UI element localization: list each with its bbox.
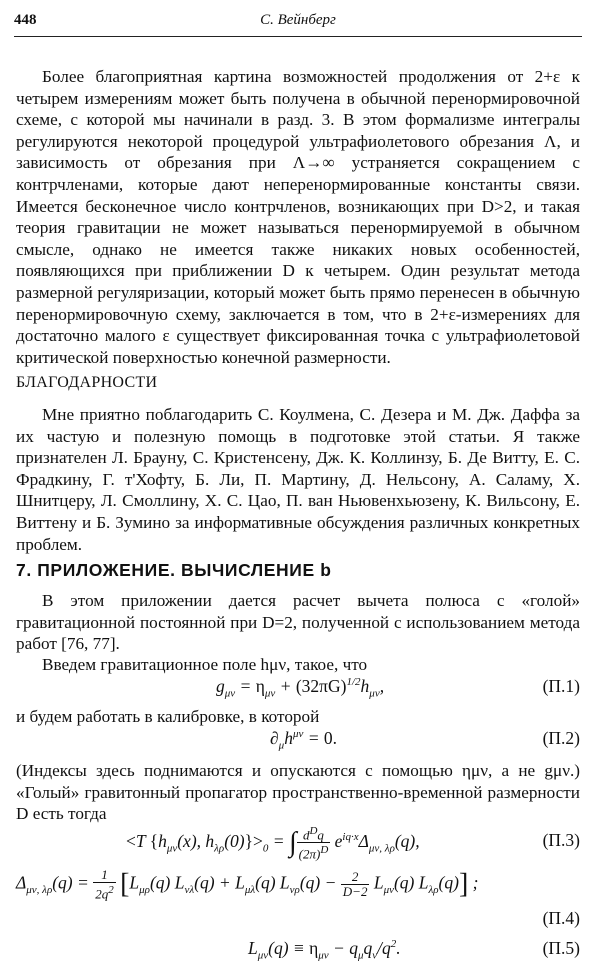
equation-p2-label: (П.2) [542, 728, 580, 748]
equation-p4-label-row [16, 908, 580, 938]
equation-p5-label: (П.5) [542, 938, 580, 958]
header-rule [14, 36, 582, 37]
propagator-paragraph: (Индексы здесь поднимаются и опускаются с помощью ημν, а не gμν.) «Голый» гравитонный пропагатор пространственно-временной размерности D есть тогда [16, 761, 580, 824]
equation-p4-label: (П.4) [542, 908, 580, 928]
page-number: 448 [14, 12, 37, 28]
gauge-paragraph: и будем работать в калибровке, в которой [16, 707, 320, 726]
equation-p2-body: $\partial_\mu h^{\mu\nu} = 0$. [270, 728, 338, 752]
equation-p5-body: $L_{\mu\nu}(q) \equiv \eta_{\mu\nu} - q_\mu q_\nu/q^2$. [248, 938, 401, 962]
equation-p1-label: (П.1) [542, 676, 580, 696]
section-heading: 7. ПРИЛОЖЕНИЕ. ВЫЧИСЛЕНИЕ b [16, 560, 332, 580]
appendix-intro-paragraph: В этом приложении дается расчет вычета полюса с «голой» гравитационной постоянной при D=2, полученной с использованием метода работ [76, 77]. [16, 591, 580, 654]
equation-p4-body: $\Delta_{\mu\nu, \lambda\rho}(q)$ = $\frac{1}{2q^2}$ [$L_{\mu\rho}(q) L_{\nu\lambda}(q) + L_{\mu\lambda}(q) L_{\nu\rho}(q)$ − $\frac{2}{D-2}$ $L_{\mu\nu}(q)$ $L_{\lambda\rho}(q)$] ; [16, 867, 479, 902]
paragraph-continuation: Более благоприятная картина возможностей продолжения от 2+ε к четырем измерениям может быть получена в обычной перенормировочной схеме, с которой мы начинали в разд. 3. В этом формализме интегралы регулируются некоторой процедурой ультрафиолетового обрезания Λ, и зависимость от обрезания при Λ→∞ устраняется сокращением с контрчленами, которые дают неперенормированные константы связи. Имеется бесконечное число контрчленов, возникающих при D>2, и такая теория гравитации не может называться перенормируемой в обычном смысле, однако не имеется также никаких новых особенностей, появляющихся при приближении D к четырем. Один результат метода размерной регуляризации, который может быть прямо перенесен в обычную перенормировочную схему, заключается в том, что в 2+ε-измерениях для достаточно малого ε существует фиксированная точка с ультрафиолетовой критической поверхностью конечной размерности. [16, 67, 580, 367]
equation-p1 [16, 676, 580, 706]
equation-p3 [16, 822, 580, 862]
running-header [14, 12, 582, 34]
equation-p5 [16, 938, 580, 968]
running-title: С. Вейнберг [260, 12, 336, 28]
field-definition-paragraph: Введем гравитационное поле hμν, такое, что [42, 655, 368, 674]
equation-p1-body: $g_{\mu\nu} = \eta_{\mu\nu} + (32\pi G)^{1/2}h_{\mu\nu}$, [216, 676, 385, 700]
acknowledgments-text: Мне приятно поблагодарить С. Коулмена, С. Дезера и М. Дж. Даффа за их частую и полезную помощь в подготовке этой статьи. Я также признателен Л. Брауну, С. Кристенсену, Дж. К. Коллинзу, Б. Де Витту, Е. С. Фрадкину, Г. т'Хофту, Б. Ли, П. Мартину, Д. Нельсону, А. Саламу, Х. Шнитцеру, Л. Смоллину, Х. С. Цао, П. ван Ньювенхьюзену, К. Вильсону, Е. Виттену и Б. Зумино за информативные обсуждения различных конкретных проблем. [16, 405, 580, 554]
equation-p3-body: <T {$h_{\mu\nu}(x)$, $h_{\lambda\rho}(0)\}>_0$ = ∫ $\frac{d^Dq}{(2\pi)^D}$ $e^{iq\cdot x}\Delta_{\mu\nu, \lambda\rho}(q)$, [126, 825, 420, 862]
equation-p2 [16, 728, 580, 758]
equation-p3-label: (П.3) [542, 830, 580, 850]
acknowledgments-heading: БЛАГОДАРНОСТИ [16, 374, 158, 391]
equation-p4 [16, 866, 580, 906]
